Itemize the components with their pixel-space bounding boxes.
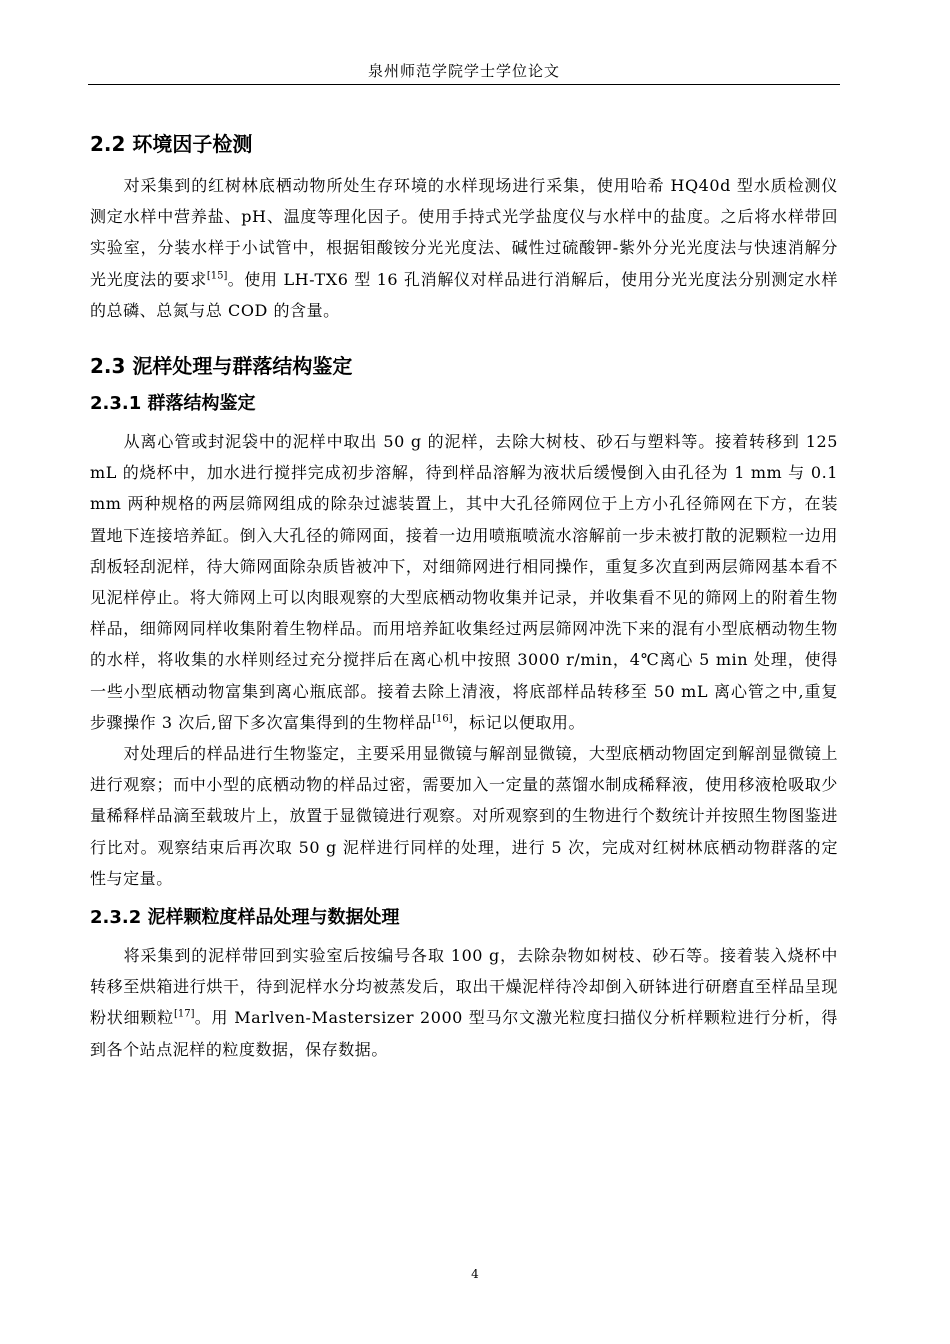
paragraph-2-3-1-a: [90, 426, 838, 738]
paragraph-2-3-2: [90, 940, 838, 1065]
paragraph-text: 对采集到的红树林底栖动物所处生存环境的水样现场进行采集，使用哈希 HQ40d 型水质检测仪测定水样中营养盐、pH、温度等理化因子。使用手持式光学盐度仪与水样中的盐度。之后将水样带回实验室，分装水样于小试管中，根据钼酸铵分光光度法、碱性过硫酸钾-紫外分光光度法与快速消解分光光度法的要求: [90, 176, 838, 289]
paragraph-text: 。使用 LH-TX6 型 16 孔消解仪对样品进行消解后，使用分光光度法分别测定水样的总磷、总氮与总 COD 的含量。: [90, 269, 838, 320]
paragraph-text: 将采集到的泥样带回到实验室后按编号各取 100 g，去除杂物如树枝、砂石等。接着装入烧杯中转移至烘箱进行烘干，待到泥样水分均被蒸发后，取出干燥泥样待冷却倒入研钵进行研磨直至样品呈现粉状细颗粒: [90, 946, 838, 1028]
page-number: 4: [471, 1267, 479, 1281]
citation-17: [17]: [173, 1009, 195, 1021]
paragraph-2-2: [90, 170, 838, 326]
citation-16: [16]: [432, 713, 453, 725]
paragraph-text: 。用 Marlven-Mastersizer 2000 型马尔文激光粒度扫描仪分析样颗粒进行分析，得到各个站点泥样的粒度数据，保存数据。: [90, 1008, 838, 1059]
running-header: 泉州师范学院学士学位论文: [367, 62, 560, 80]
header-rule: [88, 84, 840, 85]
paragraph-text: ，标记以便取用。: [452, 712, 586, 732]
section-heading-2-2: 2.2 环境因子检测: [90, 132, 253, 156]
subsection-heading-2-3-1: 2.3.1 群落结构鉴定: [90, 393, 256, 415]
section-heading-2-3: 2.3 泥样处理与群落结构鉴定: [90, 354, 353, 379]
paragraph-text: 从离心管或封泥袋中的泥样中取出 50 g 的泥样，去除大树枝、砂石与塑料等。接着转移到 125 mL 的烧杯中，加水进行搅拌完成初步溶解，待到样品溶解为液状后缓慢倒入由孔径为 1 mm 与 0.1 mm 两种规格的两层筛网组成的除杂过滤装置上，其中大孔径筛网位于上方小孔径筛网在下方，在装置地下连接培养缸。倒入大孔径的筛网面，接着一边用喷瓶喷流水溶解前一步未被打散的泥颗粒一边用刮板轻刮泥样，待大筛网面除杂质皆被冲下，对细筛网进行相同操作，重复多次直到两层筛网基本看不见泥样停止。将大筛网上可以肉眼观察的大型底栖动物收集并记录，并收集看不见的筛网上的附着生物样品，细筛网同样收集附着生物样品。而用培养缸收集经过两层筛网冲洗下来的混有小型底栖动物生物的水样，将收集的水样则经过充分搅拌后在离心机中按照 3000 r/min，4℃离心 5 min 处理，使得一些小型底栖动物富集到离心瓶底部。接着去除上清液，将底部样品转移至 50 mL 离心管之中,重复步骤操作 3 次后,留下多次富集得到的生物样品: [90, 432, 838, 732]
citation-15: [15]: [206, 270, 228, 282]
subsection-heading-2-3-2: 2.3.2 泥样颗粒度样品处理与数据处理: [90, 907, 400, 929]
paragraph-2-3-1-b: 对处理后的样品进行生物鉴定，主要采用显微镜与解剖显微镜，大型底栖动物固定到解剖显微镜上进行观察；而中小型的底栖动物的样品过密，需要加入一定量的蒸馏水制成稀释液，使用移液枪吸取少量稀释样品滴至载玻片上，放置于显微镜进行观察。对所观察到的生物进行个数统计并按照生物图鉴进行比对。观察结束后再次取 50 g 泥样进行同样的处理，进行 5 次，完成对红树林底栖动物群落的定性与定量。: [90, 744, 838, 888]
page-content: [90, 128, 838, 1065]
